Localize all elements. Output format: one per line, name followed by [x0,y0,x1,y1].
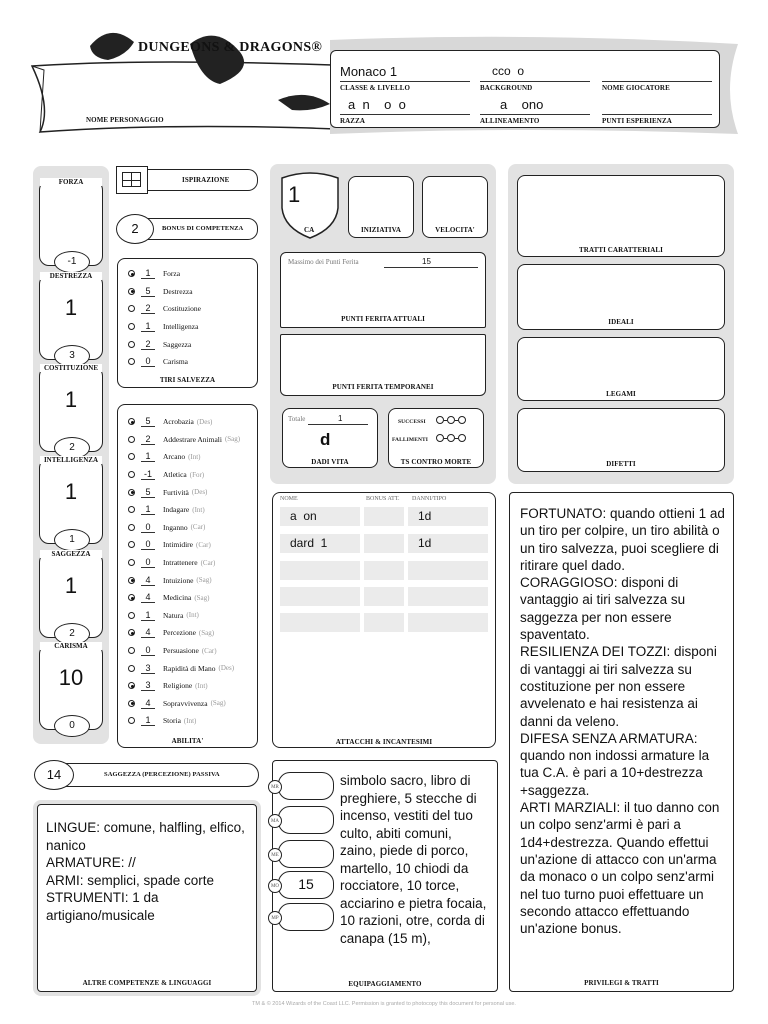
skill-proficiency-dot[interactable] [128,489,135,496]
save-proficiency-dot[interactable] [128,323,135,330]
coin-pp-label: MP [268,911,282,925]
saving-throws-title: TIRI SALVEZZA [159,376,216,384]
passive-perception [34,760,259,790]
save-proficiency-dot[interactable] [128,305,135,312]
flaws-label: DIFETTI [606,460,636,468]
save-proficiency-dot[interactable] [128,288,135,295]
passive-perception-label: SAGGEZZA (PERCEZIONE) PASSIVA [104,771,220,778]
passive-perception-value[interactable]: 14 [34,760,74,790]
skill-proficiency-dot[interactable] [128,559,135,566]
attack-bonus-cell[interactable] [364,534,404,553]
skill-proficiency-dot[interactable] [128,436,135,443]
death-saves-label: TS CONTRO MORTE [400,458,472,466]
skill-proficiency-dot[interactable] [128,700,135,707]
coin-cp-label: MR [268,780,282,794]
traits-box[interactable] [517,175,725,257]
attack-name-cell[interactable]: dard 1 [280,534,360,553]
ideals-label: IDEALI [608,318,634,326]
ability-constitution[interactable]: COSTITUZIONE 1 2 [39,366,103,452]
inspiration-label: ISPIRAZIONE [182,176,230,184]
armor-class-value[interactable]: 1 [288,182,301,207]
coin-pp[interactable] [271,903,334,931]
attacks-header-bonus: BONUS ATT. [366,496,400,502]
hp-temp-label: PUNTI FERITA TEMPORANEI [332,383,434,391]
features-box [509,492,734,992]
skill-row[interactable]: 4 Intuizione (Sag) [128,571,257,589]
attack-name-cell[interactable]: a on [280,507,360,526]
armor-class-label: CA [304,226,315,234]
traits-label: TRATTI CARATTERIALI [579,246,663,254]
hit-dice-total[interactable]: 1 [338,414,343,423]
proficiency-bonus [116,214,258,244]
attack-name-cell[interactable] [280,587,360,606]
coin-cp[interactable] [271,772,334,800]
save-row[interactable]: 0 Carisma [128,353,257,371]
death-failure-circle[interactable] [447,434,455,442]
skill-proficiency-dot[interactable] [128,665,135,672]
skill-proficiency-dot[interactable] [128,594,135,601]
skill-proficiency-dot[interactable] [128,471,135,478]
footer-copyright: TM & © 2014 Wizards of the Coast LLC. Permission is granted to photocopy this document for personal use. [252,1001,516,1007]
attack-bonus-cell[interactable] [364,507,404,526]
proficiency-value[interactable]: 2 [116,214,154,244]
attacks-header-damage: DANNI/TIPO [412,496,447,502]
proficiencies-text[interactable]: LINGUE: comune, halfling, elfico, nanico ARMATURE: // ARMI: semplici, spade corte STRUMENTI: 1 da artigiano/musicale [46,820,245,923]
death-success-circle[interactable] [458,416,466,424]
skill-proficiency-dot[interactable] [128,577,135,584]
character-name-field[interactable] [70,90,340,112]
race-label: RAZZA [340,117,366,125]
skill-proficiency-dot[interactable] [128,506,135,513]
skill-proficiency-dot[interactable] [128,541,135,548]
skill-row[interactable]: 5 Acrobazia (Des) [128,413,257,431]
save-row[interactable]: 1 Forza [128,265,257,283]
proficiencies-title: ALTRE COMPETENZE & LINGUAGGI [82,979,212,987]
ability-charisma[interactable]: CARISMA 10 0 [39,644,103,730]
skill-row[interactable]: -1 Atletica (For) [128,466,257,484]
skill-row[interactable]: 0 Intimidire (Car) [128,536,257,554]
inspiration-box[interactable] [116,166,148,194]
hit-dice-label: DADI VITA [311,458,349,466]
skill-row[interactable]: 1 Indagare (Int) [128,501,257,519]
xp-field[interactable] [602,114,712,115]
skill-row[interactable]: 0 Intrattenere (Car) [128,554,257,572]
attack-bonus-cell[interactable] [364,587,404,606]
skill-proficiency-dot[interactable] [128,647,135,654]
player-name-label: NOME GIOCATORE [602,84,670,92]
logo: DUNGEONS & DRAGONS® [138,40,323,55]
xp-label: PUNTI ESPERIENZA [602,117,672,125]
skill-row[interactable]: 1 Arcano (Int) [128,448,257,466]
skill-row[interactable]: 1 Storia (Int) [128,712,257,730]
coin-gp[interactable]: MO 15 [278,871,334,899]
ability-intelligence[interactable]: INTELLIGENZA 1 1 [39,458,103,544]
death-failure-circle[interactable] [436,434,444,442]
death-success-circle[interactable] [447,416,455,424]
attack-name-cell[interactable] [280,561,360,580]
header-banner [30,30,740,140]
player-name-field[interactable] [602,81,712,82]
class-level-value[interactable]: Monaco 1 [340,64,398,79]
attack-damage-cell[interactable]: 1d [408,534,488,553]
proficiencies-box[interactable] [37,804,257,992]
coin-ep-label: ME [268,848,282,862]
skill-proficiency-dot[interactable] [128,524,135,531]
death-failures-circles[interactable] [436,434,466,442]
death-failure-circle[interactable] [458,434,466,442]
skill-proficiency-dot[interactable] [128,612,135,619]
skill-row[interactable]: 0 Inganno (Car) [128,519,257,537]
coin-sp[interactable] [270,806,334,834]
skill-row[interactable]: 4 Percezione (Sag) [128,624,257,642]
save-row[interactable]: 2 Costituzione [128,300,257,318]
race-value[interactable]: a n o o [348,97,406,112]
features-text[interactable]: FORTUNATO: quando ottieni 1 ad un tiro per colpire, un tiro abilità o un tiro salvezza, puoi scegliere di ritirare quel dado. CORAGGIOSO: disponi di vantaggio ai tiri salvezza su saggezza per non essere spaventato. RESILIENZA DEI TOZZI: disponi di vantaggi ai tiri salvezza su costituzione per non essere avvelenato e hai resistenza ai danni da veleno. DIFESA SENZA ARMATURA: quando non indossi armature la tua C.A. è pari a 10+destrezza +saggezza. ARTI MARZIALI: il tuo danno con un colpo senz'armi è pari a 1d4+destrezza. Quando effettui un'azione di attacco con un'arma da monaco o un colpo senz'armi nel tuo turno puoi effettuare un secondo attacco effettuando un'azione bonus. [520,506,725,937]
class-level-label: CLASSE & LIVELLO [340,84,411,92]
hit-dice-total-label: Totale [288,415,306,423]
saving-throws-box [117,258,258,388]
save-row[interactable]: 1 Intelligenza [128,318,257,336]
character-name-label: NOME PERSONAGGIO [86,116,164,124]
ability-dexterity[interactable]: DESTREZZA 1 3 [39,274,103,360]
skill-row[interactable]: 4 Medicina (Sag) [128,589,257,607]
attack-damage-cell[interactable] [408,587,488,606]
skills-box [117,404,258,748]
death-successes-label: SUCCESSI [398,419,426,425]
save-row[interactable]: 5 Destrezza [128,283,257,301]
skill-row[interactable]: 3 Religione (Int) [128,677,257,695]
background-label: BACKGROUND [480,84,533,92]
hp-current-label: PUNTI FERITA ATTUALI [341,315,425,323]
skill-row[interactable]: 1 Natura (Int) [128,607,257,625]
background-value[interactable]: cco o [492,64,525,78]
hp-max-value[interactable]: 15 [422,257,431,266]
coin-ep[interactable] [271,840,334,868]
inspiration [116,166,258,194]
equipment-text[interactable]: simbolo sacro, libro di preghiere, 5 stecche di incenso, vestiti del tuo culto, abiti comuni, zaino, piede di porco, martello, 10 chiodi da rocciatore, 10 torce, acciarino e pietra focaia, 10 razioni, otre, corda di canapa (15 m), [340,773,487,946]
skill-row[interactable]: 2 Addestrare Animali (Sag) [128,431,257,449]
skill-row[interactable]: 3 Rapidità di Mano (Des) [128,659,257,677]
coin-gp-label: MO [268,879,282,893]
skill-proficiency-dot[interactable] [128,629,135,636]
proficiency-label: BONUS DI COMPETENZA [162,225,244,232]
attack-name-cell[interactable] [280,613,360,632]
skill-row[interactable]: 0 Persuasione (Car) [128,642,257,660]
alignment-value[interactable]: a ono [500,97,544,112]
alignment-label: ALLINEAMENTO [480,117,540,125]
bonds-label: LEGAMI [606,390,636,398]
death-successes-circles[interactable] [436,416,466,424]
skills-title: ABILITA' [171,737,204,745]
hp-max-label: Massimo dei Punti Ferita [288,258,359,266]
save-proficiency-dot[interactable] [128,358,135,365]
skill-proficiency-dot[interactable] [128,418,135,425]
skill-row[interactable]: 4 Sopravvivenza (Sag) [128,695,257,713]
ability-wisdom[interactable]: SAGGEZZA 1 2 [39,552,103,638]
death-failures-label: FALLIMENTI [392,437,429,443]
features-title: PRIVILEGI & TRATTI [584,979,659,987]
save-proficiency-dot[interactable] [128,341,135,348]
coin-sp-label: MA [268,814,282,828]
attack-damage-cell[interactable]: 1d [408,507,488,526]
save-row[interactable]: 2 Saggezza [128,335,257,353]
skill-proficiency-dot[interactable] [128,453,135,460]
death-success-circle[interactable] [436,416,444,424]
save-proficiency-dot[interactable] [128,270,135,277]
attacks-title: ATTACCHI & INCANTESIMI [335,738,433,746]
hit-dice-value[interactable]: d [320,430,331,449]
speed-label: VELOCITA' [435,226,475,234]
attack-damage-cell[interactable] [408,613,488,632]
skill-proficiency-dot[interactable] [128,682,135,689]
ability-strength[interactable]: FORZA -1 [39,180,103,266]
attack-bonus-cell[interactable] [364,613,404,632]
attacks-header-name: NOME [280,496,298,502]
attack-bonus-cell[interactable] [364,561,404,580]
skill-row[interactable]: 5 Furtività (Des) [128,483,257,501]
initiative-label: INIZIATIVA [360,226,402,234]
equipment-title: EQUIPAGGIAMENTO [348,980,422,988]
skill-proficiency-dot[interactable] [128,717,135,724]
attack-damage-cell[interactable] [408,561,488,580]
